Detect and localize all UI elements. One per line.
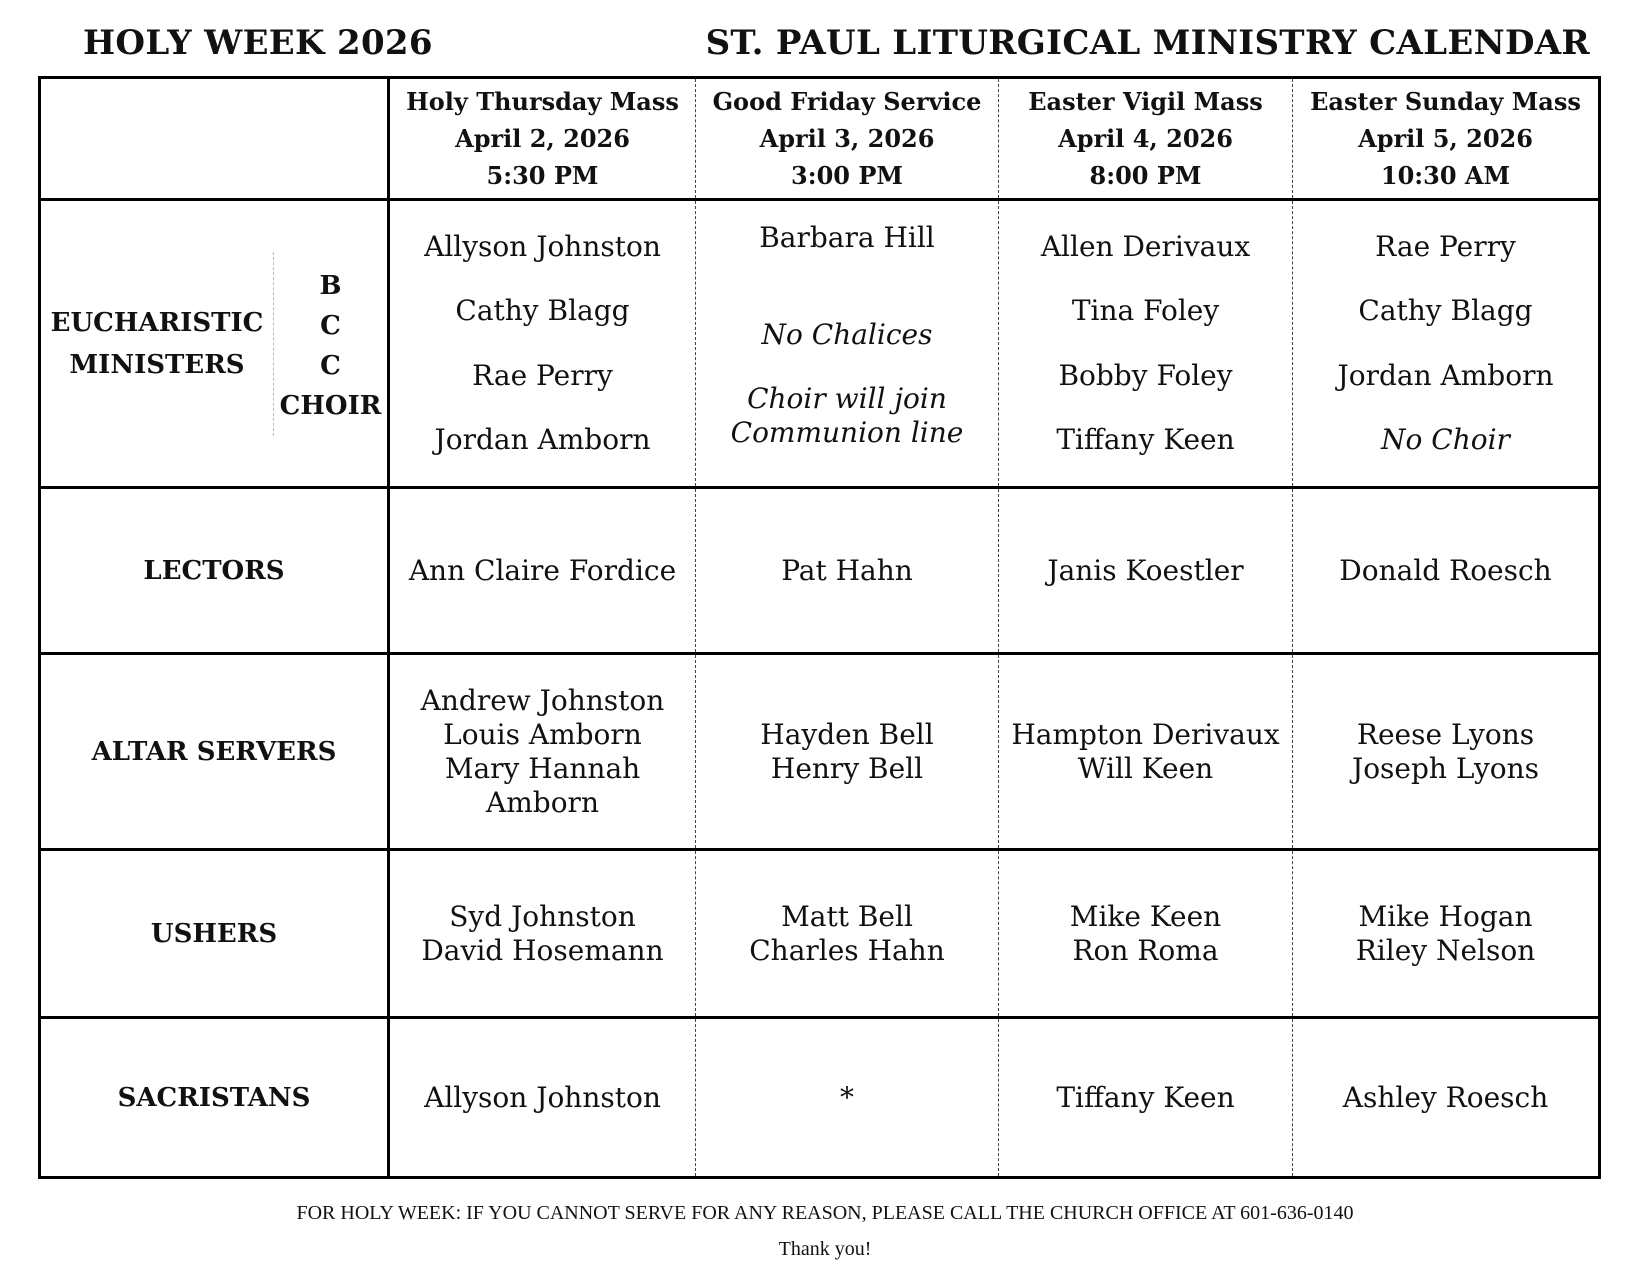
altar-servers-vigil-cell <box>999 654 1293 850</box>
sacristans-row <box>40 1018 1600 1178</box>
sacristan-thursday: Allyson Johnston <box>389 1018 696 1178</box>
sacristan-vigil: Tiffany Keen <box>999 1018 1293 1178</box>
role-choir: CHOIR <box>279 390 382 421</box>
page-title-right: ST. PAUL LITURGICAL MINISTRY CALENDAR <box>705 23 1590 63</box>
minister-name: Allen Derivaux <box>1040 229 1251 263</box>
altar-servers-label: ALTAR SERVERS <box>40 654 389 850</box>
service-name: Easter Sunday Mass <box>1310 87 1581 116</box>
server-name: Joseph Lyons <box>1351 751 1540 785</box>
lector-sunday: Donald Roesch <box>1293 488 1600 654</box>
server-name: Hampton Derivaux <box>1011 717 1280 751</box>
page-title-left: HOLY WEEK 2026 <box>83 23 433 63</box>
usher-name: Ron Roma <box>1072 933 1219 967</box>
no-choir-note: No Choir <box>1381 423 1510 457</box>
server-name: Henry Bell <box>770 751 924 785</box>
server-name: Reese Lyons <box>1356 717 1535 751</box>
role-c: C <box>320 310 341 341</box>
ushers-vigil-cell <box>999 850 1293 1018</box>
eucharistic-ministers-row <box>40 200 1600 488</box>
sacristan-friday: * <box>696 1018 999 1178</box>
minister-name: Cathy Blagg <box>455 294 630 328</box>
friday-note: No Chalices <box>761 317 933 351</box>
usher-name: Mike Hogan <box>1358 899 1533 933</box>
lector-friday: Pat Hahn <box>696 488 999 654</box>
eucharistic-friday-cell <box>696 200 999 488</box>
label-line: MINISTERS <box>69 349 245 380</box>
table-header-row <box>40 78 1600 200</box>
minister-name: Rae Perry <box>472 358 613 392</box>
label-line: EUCHARISTIC <box>50 307 264 338</box>
service-name: Good Friday Service <box>712 87 982 116</box>
sacristan-sunday: Ashley Roesch <box>1293 1018 1600 1178</box>
lectors-label: LECTORS <box>40 488 389 654</box>
ushers-label: USHERS <box>40 850 389 1018</box>
eucharistic-ministers-label <box>41 252 273 436</box>
minister-name: Cathy Blagg <box>1358 294 1533 328</box>
eucharistic-thursday-cell <box>389 200 696 488</box>
server-name: Louis Amborn <box>443 717 642 751</box>
altar-servers-thursday-cell <box>389 654 696 850</box>
server-name: Andrew Johnston <box>420 683 665 717</box>
header-corner-cell <box>40 78 389 200</box>
minister-name: Jordan Amborn <box>1337 358 1554 392</box>
usher-name: Syd Johnston <box>449 899 636 933</box>
eucharistic-vigil-cell <box>999 200 1293 488</box>
ministry-schedule-table <box>38 76 1601 1179</box>
footer-thanks: Thank you! <box>778 1238 872 1260</box>
ushers-row <box>40 850 1600 1018</box>
ushers-thursday-cell <box>389 850 696 1018</box>
service-name: Holy Thursday Mass <box>406 87 679 116</box>
ushers-sunday-cell <box>1293 850 1600 1018</box>
usher-name: Mike Keen <box>1069 899 1222 933</box>
service-date: April 4, 2026 <box>1058 124 1233 153</box>
server-name: Will Keen <box>1077 751 1214 785</box>
server-name: Mary Hannah <box>444 751 641 785</box>
minister-name: Tiffany Keen <box>1056 423 1235 457</box>
eucharistic-role-column <box>273 252 387 436</box>
role-c: C <box>320 350 341 381</box>
service-header-sunday <box>1293 78 1600 200</box>
service-date: April 2, 2026 <box>455 124 630 153</box>
service-date: April 3, 2026 <box>759 124 935 153</box>
friday-note: Choir will join <box>747 381 947 415</box>
service-name: Easter Vigil Mass <box>1028 87 1263 116</box>
role-b: B <box>319 270 342 301</box>
usher-name: Charles Hahn <box>749 933 945 967</box>
service-date: April 5, 2026 <box>1358 124 1533 153</box>
minister-name: Jordan Amborn <box>434 423 651 457</box>
altar-servers-row <box>40 654 1600 850</box>
minister-name: Tina Foley <box>1071 294 1220 328</box>
lector-vigil: Janis Koestler <box>999 488 1293 654</box>
usher-name: Matt Bell <box>781 899 913 933</box>
lector-thursday: Ann Claire Fordice <box>389 488 696 654</box>
altar-servers-sunday-cell <box>1293 654 1600 850</box>
service-time: 8:00 PM <box>1089 161 1202 190</box>
ushers-friday-cell <box>696 850 999 1018</box>
minister-name: Bobby Foley <box>1058 358 1233 392</box>
altar-servers-friday-cell <box>696 654 999 850</box>
service-time: 3:00 PM <box>791 161 903 190</box>
service-time: 10:30 AM <box>1380 161 1511 190</box>
server-name: Amborn <box>486 785 599 819</box>
lectors-row <box>40 488 1600 654</box>
eucharistic-sunday-cell <box>1293 200 1600 488</box>
footer-notice: FOR HOLY WEEK: IF YOU CANNOT SERVE FOR ANY REASON, PLEASE CALL THE CHURCH OFFICE AT 601-636-0140 <box>296 1202 1354 1224</box>
minister-name: Rae Perry <box>1375 229 1516 263</box>
service-header-thursday <box>389 78 696 200</box>
service-header-friday <box>696 78 999 200</box>
friday-note: Communion line <box>730 415 964 449</box>
usher-name: Riley Nelson <box>1355 933 1536 967</box>
service-time: 5:30 PM <box>486 161 599 190</box>
server-name: Hayden Bell <box>760 717 934 751</box>
minister-name: Allyson Johnston <box>424 229 661 263</box>
usher-name: David Hosemann <box>421 933 664 967</box>
minister-name: Barbara Hill <box>759 220 935 254</box>
sacristans-label: SACRISTANS <box>40 1018 389 1178</box>
service-header-vigil <box>999 78 1293 200</box>
eucharistic-ministers-label-cell <box>40 200 389 488</box>
footer <box>0 1195 1650 1267</box>
